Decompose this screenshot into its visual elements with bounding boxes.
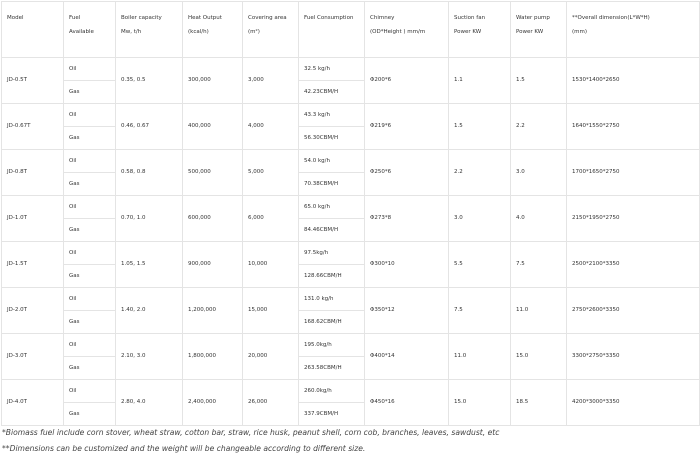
header-sublabel: (mm) — [572, 29, 588, 35]
capacity-cell: 0.46, 0.67 — [116, 104, 183, 150]
capacity-cell: 2.80, 4.0 — [116, 380, 183, 426]
header-boiler-capacity — [116, 2, 183, 58]
table-row — [2, 196, 700, 219]
covering-area-cell: 3,000 — [243, 58, 299, 104]
consumption-oil-cell: 97.5kg/h — [299, 242, 365, 265]
fuel-oil-cell: Oil — [64, 58, 116, 81]
fuel-oil-cell: Oil — [64, 334, 116, 357]
footnotes — [2, 425, 499, 456]
consumption-oil-cell: 260.0kg/h — [299, 380, 365, 403]
suction-fan-cell: 11.0 — [449, 334, 511, 380]
header-label: Fuel Consumption — [304, 15, 354, 21]
table-row — [2, 150, 700, 173]
covering-area-cell: 6,000 — [243, 196, 299, 242]
biomass-fuel-note: *Biomass fuel include corn stover, wheat straw, cotton bar, straw, rice husk, peanut shell, corn cob, branches, leaves, sawdust, etc — [2, 428, 500, 437]
fuel-oil-cell: Oil — [64, 196, 116, 219]
chimney-cell: Φ219*6 — [365, 104, 449, 150]
consumption-oil-cell: 32.5 kg/h — [299, 58, 365, 81]
table-row — [2, 58, 700, 81]
consumption-gas-cell: 263.58CBM/H — [299, 357, 365, 380]
header-overall-dimension — [567, 2, 700, 58]
header-label: Chimney — [370, 15, 395, 21]
header-label: Fuel — [69, 15, 81, 21]
fuel-oil-cell: Oil — [64, 150, 116, 173]
header-sublabel: (OD*Height ) mm/m — [370, 29, 426, 35]
consumption-gas-cell: 70.38CBM/H — [299, 173, 365, 196]
water-pump-cell: 11.0 — [511, 288, 567, 334]
fuel-oil-cell: Oil — [64, 104, 116, 127]
suction-fan-cell: 15.0 — [449, 380, 511, 426]
model-cell: JD-4.0T — [2, 380, 64, 426]
heat-output-cell: 1,800,000 — [183, 334, 243, 380]
heat-output-cell: 1,200,000 — [183, 288, 243, 334]
fuel-gas-cell: Gas — [64, 81, 116, 104]
header-label: Heat Output — [188, 15, 222, 21]
fuel-gas-cell: Gas — [64, 403, 116, 426]
covering-area-cell: 15,000 — [243, 288, 299, 334]
capacity-cell: 0.35, 0.5 — [116, 58, 183, 104]
dimensions-cell: 1640*1550*2750 — [567, 104, 700, 150]
fuel-oil-cell: Oil — [64, 288, 116, 311]
model-cell: JD-0.67T — [2, 104, 64, 150]
water-pump-cell: 15.0 — [511, 334, 567, 380]
header-fuel-consumption — [299, 2, 365, 58]
fuel-gas-cell: Gas — [64, 127, 116, 150]
heat-output-cell: 400,000 — [183, 104, 243, 150]
dimensions-cell: 1700*1650*2750 — [567, 150, 700, 196]
header-sublabel: Mw, t/h — [121, 29, 142, 35]
water-pump-cell: 18.5 — [511, 380, 567, 426]
model-cell: JD-0.8T — [2, 150, 64, 196]
consumption-oil-cell: 195.0kg/h — [299, 334, 365, 357]
water-pump-cell: 1.5 — [511, 58, 567, 104]
fuel-oil-cell: Oil — [64, 242, 116, 265]
covering-area-cell: 4,000 — [243, 104, 299, 150]
chimney-cell: Φ350*12 — [365, 288, 449, 334]
model-cell: JD-1.0T — [2, 196, 64, 242]
capacity-cell: 0.58, 0.8 — [116, 150, 183, 196]
header-sublabel: (kcal/h) — [188, 29, 209, 35]
header-sublabel: Power KW — [454, 29, 482, 35]
header-label: Water pump — [516, 15, 550, 21]
boiler-spec-table — [1, 1, 700, 426]
header-fuel — [64, 2, 116, 58]
fuel-oil-cell: Oil — [64, 380, 116, 403]
chimney-cell: Φ450*16 — [365, 380, 449, 426]
table-body — [2, 2, 700, 426]
table-row — [2, 288, 700, 311]
water-pump-cell: 2.2 — [511, 104, 567, 150]
consumption-gas-cell: 84.46CBM/H — [299, 219, 365, 242]
table-row — [2, 334, 700, 357]
suction-fan-cell: 7.5 — [449, 288, 511, 334]
header-label: **Overall dimension(L*W*H) — [572, 15, 650, 21]
header-sublabel: Available — [69, 29, 94, 35]
consumption-oil-cell: 54.0 kg/h — [299, 150, 365, 173]
fuel-gas-cell: Gas — [64, 357, 116, 380]
suction-fan-cell: 5.5 — [449, 242, 511, 288]
header-label: Suction fan — [454, 15, 486, 21]
header-row — [2, 2, 700, 58]
heat-output-cell: 600,000 — [183, 196, 243, 242]
heat-output-cell: 500,000 — [183, 150, 243, 196]
capacity-cell: 1.40, 2.0 — [116, 288, 183, 334]
consumption-gas-cell: 337.9CBM/H — [299, 403, 365, 426]
dimensions-cell: 1530*1400*2650 — [567, 58, 700, 104]
fuel-gas-cell: Gas — [64, 219, 116, 242]
covering-area-cell: 5,000 — [243, 150, 299, 196]
table-row — [2, 104, 700, 127]
model-cell: JD-3.0T — [2, 334, 64, 380]
consumption-oil-cell: 65.0 kg/h — [299, 196, 365, 219]
suction-fan-cell: 1.1 — [449, 58, 511, 104]
chimney-cell: Φ250*6 — [365, 150, 449, 196]
consumption-gas-cell: 56.30CBM/H — [299, 127, 365, 150]
capacity-cell: 0.70, 1.0 — [116, 196, 183, 242]
header-heat-output — [183, 2, 243, 58]
header-chimney — [365, 2, 449, 58]
model-cell: JD-2.0T — [2, 288, 64, 334]
model-cell: JD-1.5T — [2, 242, 64, 288]
header-label: Model — [7, 15, 24, 21]
suction-fan-cell: 2.2 — [449, 150, 511, 196]
dimensions-cell: 2750*2600*3350 — [567, 288, 700, 334]
header-covering-area — [243, 2, 299, 58]
header-suction-fan — [449, 2, 511, 58]
consumption-gas-cell: 42.23CBM/H — [299, 81, 365, 104]
header-sublabel: (m²) — [248, 29, 260, 35]
consumption-oil-cell: 131.0 kg/h — [299, 288, 365, 311]
consumption-gas-cell: 168.62CBM/H — [299, 311, 365, 334]
heat-output-cell: 900,000 — [183, 242, 243, 288]
dimensions-cell: 2500*2100*3350 — [567, 242, 700, 288]
covering-area-cell: 20,000 — [243, 334, 299, 380]
table-row — [2, 380, 700, 403]
water-pump-cell: 3.0 — [511, 150, 567, 196]
covering-area-cell: 10,000 — [243, 242, 299, 288]
covering-area-cell: 26,000 — [243, 380, 299, 426]
table-row — [2, 242, 700, 265]
capacity-cell: 2.10, 3.0 — [116, 334, 183, 380]
water-pump-cell: 4.0 — [511, 196, 567, 242]
fuel-gas-cell: Gas — [64, 173, 116, 196]
header-label: Covering area — [248, 15, 287, 21]
dimensions-cell: 2150*1950*2750 — [567, 196, 700, 242]
suction-fan-cell: 1.5 — [449, 104, 511, 150]
header-water-pump — [511, 2, 567, 58]
dimensions-cell: 3300*2750*3350 — [567, 334, 700, 380]
chimney-cell: Φ300*10 — [365, 242, 449, 288]
heat-output-cell: 2,400,000 — [183, 380, 243, 426]
fuel-gas-cell: Gas — [64, 265, 116, 288]
consumption-oil-cell: 43.3 kg/h — [299, 104, 365, 127]
fuel-gas-cell: Gas — [64, 311, 116, 334]
consumption-gas-cell: 128.66CBM/H — [299, 265, 365, 288]
header-label: Boiler capacity — [121, 15, 162, 21]
header-sublabel: Power KW — [516, 29, 544, 35]
heat-output-cell: 300,000 — [183, 58, 243, 104]
suction-fan-cell: 3.0 — [449, 196, 511, 242]
chimney-cell: Φ400*14 — [365, 334, 449, 380]
dimensions-note: **Dimensions can be customized and the weight will be changeable according to different size. — [2, 444, 366, 453]
chimney-cell: Φ200*6 — [365, 58, 449, 104]
header-model — [2, 2, 64, 58]
capacity-cell: 1.05, 1.5 — [116, 242, 183, 288]
model-cell: JD-0.5T — [2, 58, 64, 104]
dimensions-cell: 4200*3000*3350 — [567, 380, 700, 426]
chimney-cell: Φ273*8 — [365, 196, 449, 242]
water-pump-cell: 7.5 — [511, 242, 567, 288]
